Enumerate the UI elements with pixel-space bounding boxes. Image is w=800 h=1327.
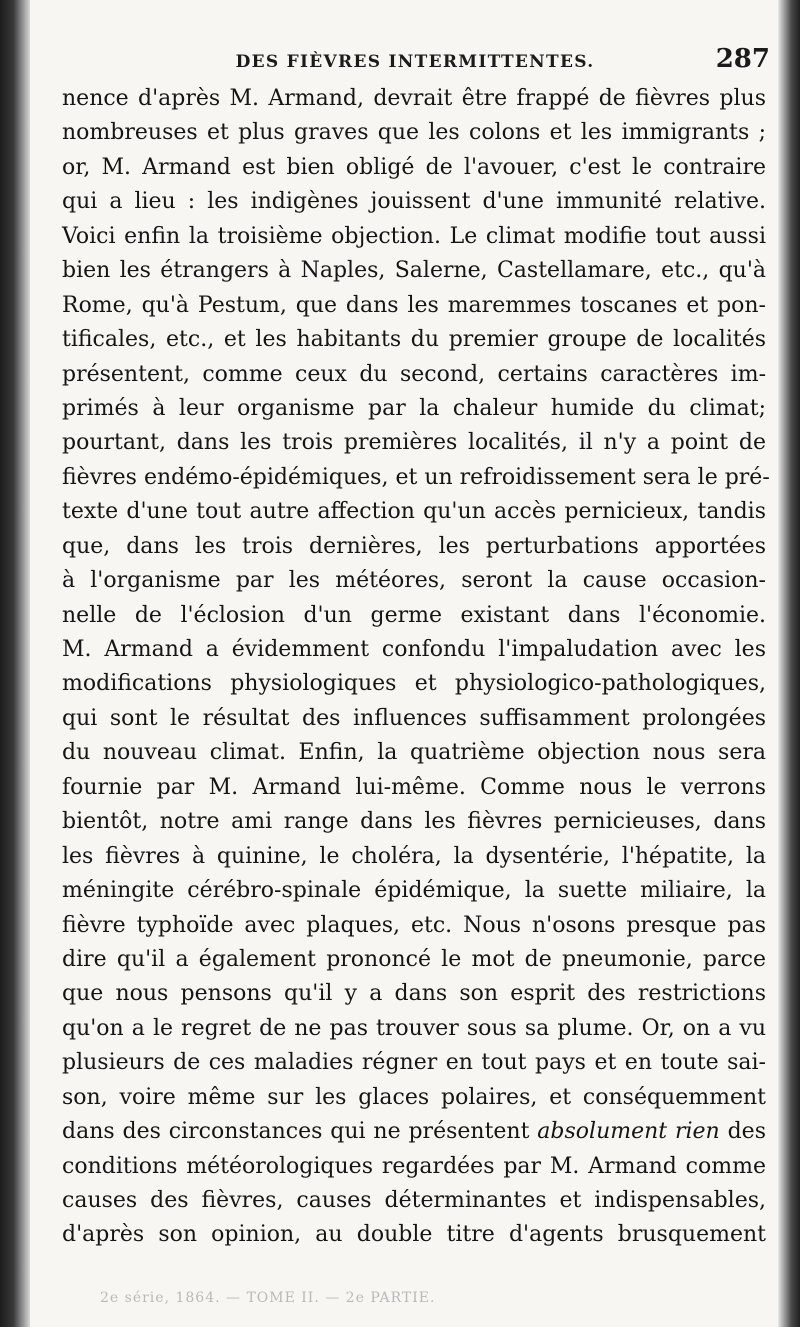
text-line: présentent, comme ceux du second, certains caractères im- <box>62 361 766 387</box>
text-line: fièvres endémo-épidémiques, et un refroidissement sera le pré- <box>62 464 770 490</box>
text-line: que, dans les trois dernières, les perturbations apportées <box>62 533 766 559</box>
text-line: nombreuses et plus graves que les colons et les immigrants ; <box>62 120 766 146</box>
text-line: que nous pensons qu'il y a dans son esprit des restrictions <box>62 981 766 1007</box>
running-title: DES FIÈVRES INTERMITTENTES. <box>235 52 595 72</box>
text-line: bien les étrangers à Naples, Salerne, Castellamare, etc., qu'à <box>62 258 766 284</box>
text-line: fournie par M. Armand lui-même. Comme nous le verrons <box>62 774 766 800</box>
text-line: son, voire même sur les glaces polaires, et conséquemment <box>62 1084 766 1110</box>
text-line: nelle de l'éclosion d'un germe existant dans l'économie. <box>62 602 766 628</box>
text-line: pourtant, dans les trois premières localités, il n'y a point de <box>62 430 766 456</box>
text-line: tificales, etc., et les habitants du premier groupe de localités <box>62 327 766 353</box>
text-line: or, M. Armand est bien obligé de l'avouer, c'est le contraire <box>62 154 766 180</box>
text-segment: dans des circonstances qui ne présentent <box>62 1119 538 1145</box>
text-line: dire qu'il a également prononcé le mot de pneumonie, parce <box>62 946 766 972</box>
text-line-with-italic <box>62 1115 766 1149</box>
page-number: 287 <box>715 44 770 74</box>
text-line: primés à leur organisme par la chaleur humide du climat; <box>62 395 766 421</box>
text-line: M. Armand a évidemment confondu l'impaludation avec les <box>62 637 766 662</box>
text-line: nence d'après M. Armand, devrait être frappé de fièvres plus <box>62 86 766 111</box>
text-line: plusieurs de ces maladies régner en tout pays et en toute sai- <box>62 1050 766 1076</box>
text-line: qu'on a le regret de ne pas trouver sous sa plume. Or, on a vu <box>62 1015 766 1041</box>
text-line: les fièvres à quinine, le choléra, la dysentérie, l'hépatite, la <box>62 843 766 869</box>
book-page <box>30 0 778 1327</box>
text-line: modifications physiologiques et physiologico-pathologiques, <box>62 671 766 697</box>
text-line: Voici enfin la troisième objection. Le climat modifie tout aussi <box>62 223 766 249</box>
text-line: fièvre typhoïde avec plaques, etc. Nous n'osons presque pas <box>62 912 766 938</box>
text-line: méningite cérébro-spinale épidémique, la suette miliaire, la <box>62 878 766 904</box>
scan-left-edge <box>0 0 30 1327</box>
footer-signature: 2e série, 1864. — TOME II. — 2e PARTIE. <box>100 1290 436 1306</box>
text-line: à l'organisme par les météores, seront la cause occasion- <box>62 568 766 594</box>
italic-emphasis: absolument rien <box>537 1119 720 1145</box>
text-line: qui sont le résultat des influences suffisamment prolongées <box>62 705 766 731</box>
text-line: texte d'une tout autre affection qu'un accès pernicieux, tandis <box>62 499 766 525</box>
text-line: du nouveau climat. Enfin, la quatrième objection nous sera <box>62 740 766 766</box>
text-line: d'après son opinion, au double titre d'agents brusquement <box>62 1222 766 1248</box>
text-segment: des <box>719 1119 766 1145</box>
text-line: qui a lieu : les indigènes jouissent d'une immunité relative. <box>62 189 766 215</box>
running-head <box>60 44 770 80</box>
scan-right-edge <box>778 0 800 1327</box>
text-line: causes des fièvres, causes déterminantes et indispensables, <box>62 1188 766 1213</box>
text-line: Rome, qu'à Pestum, que dans les maremmes toscanes et pon- <box>62 292 766 318</box>
text-line: conditions météorologiques regardées par M. Armand comme <box>62 1153 766 1179</box>
text-line: bientôt, notre ami range dans les fièvres pernicieuses, dans <box>62 809 766 835</box>
body-text <box>62 82 770 1253</box>
